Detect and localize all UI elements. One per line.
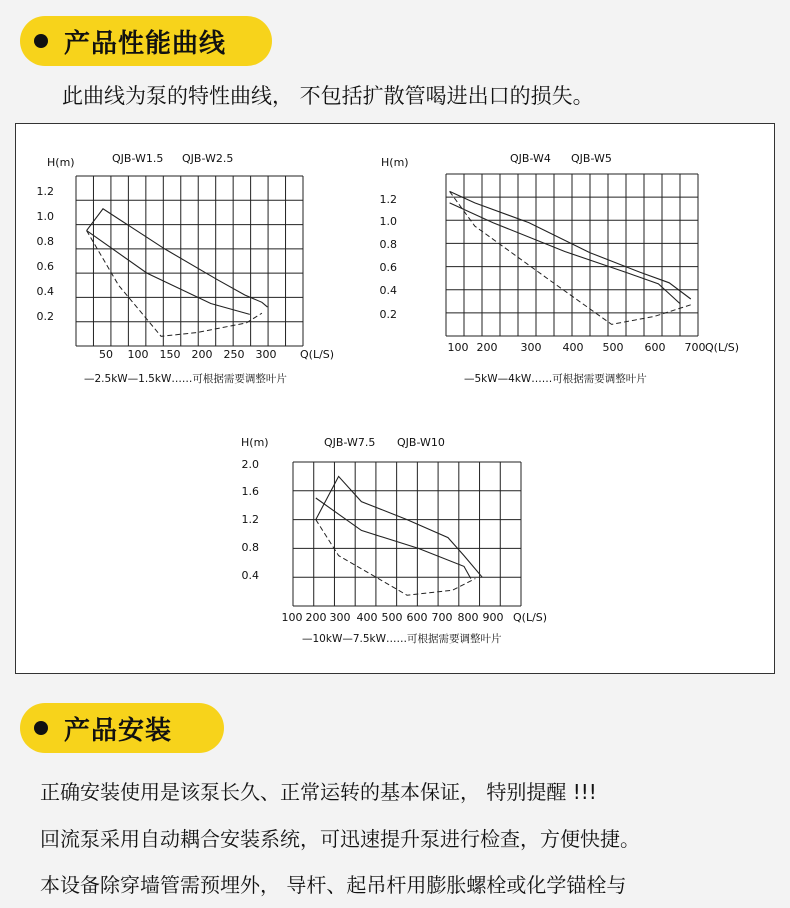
x-tick-label: 150 [159,348,181,361]
installation-text-line: 本设备除穿墙管需预埋外， 导杆、起吊杆用膨胀螺栓或化学锚栓与 [40,873,627,897]
series-line [450,203,680,304]
series-name-label: QJB-W1.5 [112,152,164,165]
y-tick-label: 0.8 [36,235,54,248]
charts-panel [15,123,775,674]
x-tick-label: 100 [127,348,149,361]
y-tick-label: 1.0 [36,210,54,223]
legend-text: —2.5kW—1.5kW……可根据需要调整叶片 [84,373,287,385]
x-tick-label: 300 [329,611,351,624]
envelope-line [450,191,691,324]
y-tick-label: 0.4 [36,285,54,298]
legend-text: —10kW—7.5kW……可根据需要调整叶片 [302,633,502,645]
series-name-label: QJB-W5 [571,152,612,165]
section-header-performance [20,16,272,66]
x-tick-label: 200 [305,611,327,624]
y-tick-label: 1.2 [379,193,397,206]
x-tick-label: 300 [255,348,277,361]
series-line [316,498,471,579]
section-title: 产品性能曲线 [64,28,227,59]
x-tick-label: 300 [520,341,542,354]
y-tick-label: 0.4 [241,569,259,582]
y-tick-label: 2.0 [241,458,259,471]
envelope-line [87,231,262,337]
x-axis-label: Q(L/S) [300,348,335,361]
chart-description: 此曲线为泵的特性曲线， 不包括扩散管喝进出口的损失。 [62,84,594,108]
x-tick-label: 700 [431,611,453,624]
bullet-icon [34,34,48,48]
y-tick-label: 0.4 [379,284,397,297]
x-tick-label: 800 [457,611,479,624]
y-tick-label: 1.2 [36,185,54,198]
y-tick-label: 1.2 [241,513,259,526]
x-tick-label: 500 [602,341,624,354]
series-name-label: QJB-W4 [510,152,551,165]
y-axis-label: H(m) [241,436,269,449]
x-tick-label: 100 [281,611,303,624]
installation-text-line: 回流泵采用自动耦合安装系统，可迅速提升泵进行检查，方便快捷。 [40,827,640,851]
x-axis-label: Q(L/S) [705,341,740,354]
x-tick-label: 250 [223,348,245,361]
y-tick-label: 0.2 [379,308,397,321]
x-tick-label: 700 [684,341,706,354]
y-tick-label: 1.6 [241,485,259,498]
series-line [316,476,482,577]
x-tick-label: 600 [406,611,428,624]
section-title: 产品安装 [64,715,173,746]
x-tick-label: 600 [644,341,666,354]
x-tick-label: 400 [356,611,378,624]
x-tick-label: 200 [476,341,498,354]
series-name-label: QJB-W7.5 [324,436,376,449]
envelope-line [316,520,476,596]
y-axis-label: H(m) [381,156,409,169]
legend-text: —5kW—4kW……可根据需要调整叶片 [464,373,647,385]
y-tick-label: 0.6 [36,260,54,273]
y-tick-label: 0.8 [379,238,397,251]
y-axis-label: H(m) [47,156,75,169]
x-axis-label: Q(L/S) [513,611,548,624]
y-tick-label: 0.2 [36,310,54,323]
section-header-installation [20,703,224,753]
series-name-label: QJB-W10 [397,436,445,449]
x-tick-label: 400 [562,341,584,354]
performance-charts [16,124,776,675]
series-name-label: QJB-W2.5 [182,152,234,165]
x-tick-label: 50 [99,348,113,361]
y-tick-label: 0.6 [379,261,397,274]
bullet-icon [34,721,48,735]
x-tick-label: 200 [191,348,213,361]
installation-text-line: 正确安装使用是该泵长久、正常运转的基本保证， 特别提醒 !!! [40,780,597,804]
y-tick-label: 0.8 [241,541,259,554]
x-tick-label: 900 [482,611,504,624]
y-tick-label: 1.0 [379,215,397,228]
x-tick-label: 100 [447,341,469,354]
series-line [87,209,268,307]
x-tick-label: 500 [381,611,403,624]
